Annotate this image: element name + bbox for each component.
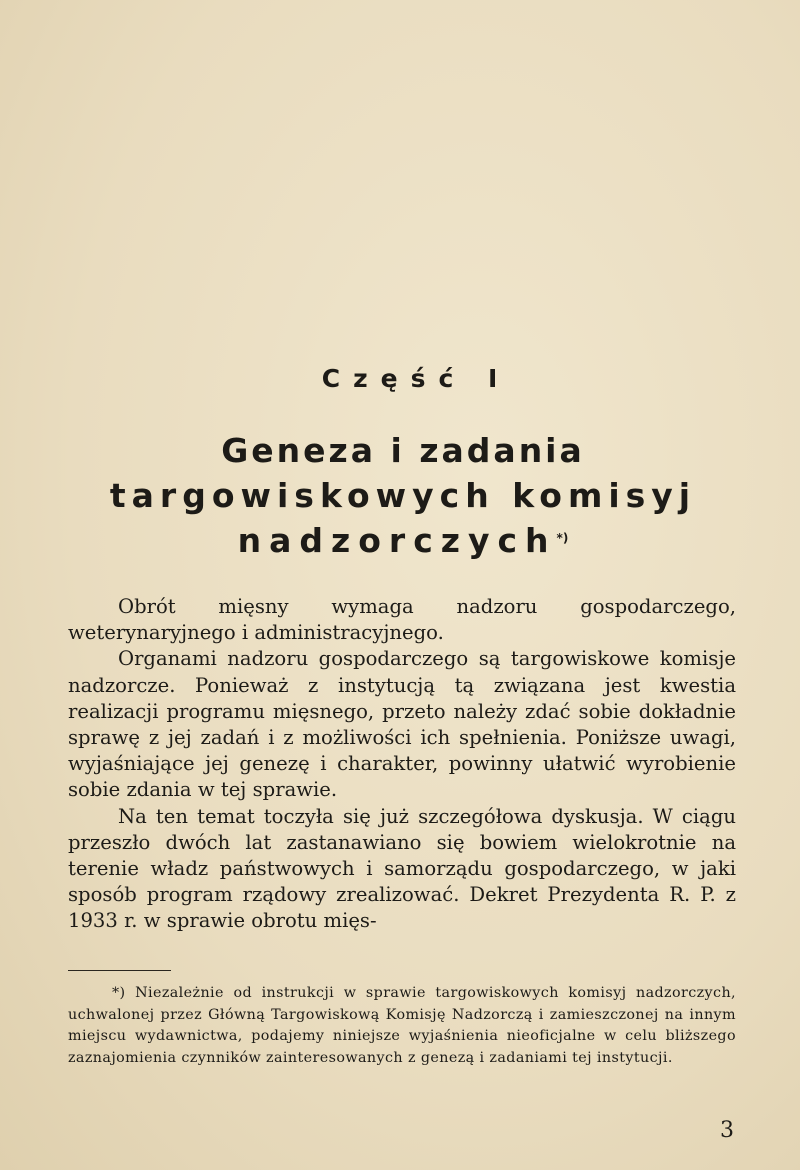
page-number: 3 (720, 1118, 734, 1143)
footnote-text: *) Niezależnie od instrukcji w sprawie targowiskowych komisyj nadzorczych, uchwalonej przez Główną Targowiskową Komisję Nadzorczą i zamieszczonej na innym miejscu wydawnictwa, podajemy niniejsze wyjaśnienia nieoficjalne w celu bliższego zaznajomienia czynników zainteresowanych z genezą i zadaniami tej instytucji. (68, 985, 736, 1066)
chapter-title-line-3-text: nadzorczych (237, 521, 557, 560)
chapter-title (68, 428, 738, 563)
footnote (68, 983, 736, 1069)
part-heading: Część I (321, 364, 511, 393)
paragraph: Organami nadzoru gospodarczego są targowiskowe komisje nadzorcze. Ponieważ z instytucją tą związana jest kwestia realizacji programu mięsnego, przeto należy zdać sobie dokładnie sprawę z jej zadań i z możliwości ich spełnienia. Poniższe uwagi, wyjaśniające jej genezę i charakter, powinny ułatwić wyrobienie sobie zdania w tej sprawie. (68, 647, 736, 802)
paragraph: Obrót mięsny wymaga nadzoru gospodarczego, weterynaryjnego i administracyjnego. (68, 595, 736, 645)
chapter-title-line-3 (68, 518, 738, 563)
chapter-title-line-1: Geneza i zadania (221, 431, 585, 470)
chapter-title-line-2: targowiskowych komisyj (109, 476, 697, 515)
paragraph: Na ten temat toczyła się już szczegółowa dyskusja. W ciągu przeszło dwóch lat zastanawiano się bowiem wielokrotnie na terenie władz państwowych i samorządu gospodarczego, w jaki sposób program rządowy zrealizować. Dekret Prezydenta R. P. z 1933 r. w sprawie obrotu mięs- (68, 804, 736, 933)
body-text (68, 594, 736, 935)
footnote-reference: *) (556, 531, 569, 545)
footnote-divider (68, 970, 171, 971)
